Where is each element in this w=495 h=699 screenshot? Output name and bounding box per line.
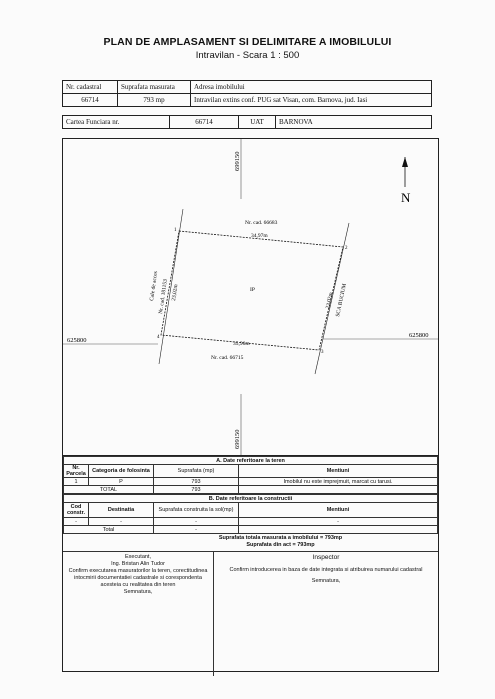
executant-signature: Semnatura,: [123, 589, 153, 595]
inspector-text: Confirm introducerea in baza de date integrata si atribuirea numarului cadastral: [229, 567, 423, 573]
coord-bottom-label: 699150: [234, 429, 241, 449]
carte-funciara-table: [62, 115, 432, 129]
vertex-1: 1: [174, 228, 177, 233]
section-b-suprafata: -: [154, 518, 239, 526]
section-a-total-label: TOTAL: [64, 486, 154, 494]
section-b-header-suprafata: Suprafata construita la sol(mp): [154, 503, 239, 518]
section-a-total-value: 793: [154, 486, 239, 494]
site-plan-drawing: [63, 139, 438, 456]
section-a-header-suprafata: Suprafata (mp): [154, 465, 239, 478]
section-b-title: B. Date referitoare la constructii: [64, 495, 438, 503]
section-b-header-cod: Cod constr.: [64, 503, 89, 518]
parcel-label: IP: [250, 287, 255, 293]
section-a-header-mentiuni: Mentiuni: [239, 465, 438, 478]
vertex-3: 3: [321, 350, 324, 355]
vertex-2: 2: [345, 246, 348, 251]
section-b-table: [63, 494, 438, 534]
section-b-total-value: -: [154, 526, 239, 534]
section-a-categoria: P: [89, 478, 154, 486]
west-label-cadastral: Nr. cad. 181153: [158, 278, 169, 315]
section-a-title: A. Date referitoare la teren: [64, 457, 438, 465]
section-a-suprafata: 793: [154, 478, 239, 486]
dim-top: 34,97m: [251, 233, 268, 239]
executant-name: Ing. Bristan Alin Tudor: [111, 561, 165, 567]
inspector-title: Inspector: [312, 554, 340, 561]
signature-area: [63, 551, 438, 676]
uat-label: UAT: [239, 116, 276, 129]
coord-right-label: 625800: [409, 332, 429, 339]
section-b-total-empty: [239, 526, 438, 534]
executant-text-1: Confirm executarea masuratorilor la teren, corectitudinea: [68, 568, 208, 574]
header-suprafata: Suprafata masurata: [118, 81, 191, 94]
executant-text-2: intocmirii documentatiei cadastrale si corespondenta: [74, 575, 202, 581]
north-label: N: [401, 190, 411, 205]
executant-block: [63, 552, 214, 676]
value-adresa: Intravilan extins conf. PUG sat Visan, com. Barnova, jud. Iasi: [191, 94, 432, 107]
section-a-table: [63, 456, 438, 494]
inspector-block: [214, 552, 438, 676]
inspector-signature: Semnatura,: [311, 578, 341, 584]
carte-label: Cartea Funciara nr.: [63, 116, 170, 129]
section-a-header-parcela: Nr. Parcela: [64, 465, 89, 478]
executant-title: Executant,: [125, 554, 151, 560]
section-b-header-destinatia: Destinatia: [89, 503, 154, 518]
section-b-destinatia: -: [89, 518, 154, 526]
dim-bottom: 35,96m: [233, 341, 250, 347]
header-adresa: Adresa imobilului: [191, 81, 432, 94]
value-nr-cadastral: 66714: [63, 94, 118, 107]
section-a-mentiuni: Imobilul nu este imprejmuit, marcat cu tarusi.: [239, 478, 438, 486]
north-arrow-head: [402, 157, 408, 167]
dim-left: 23,02m: [171, 283, 180, 302]
neighbor-north: Nr. cad. 66683: [245, 220, 278, 226]
section-b-total-label: Total: [64, 526, 154, 534]
summary-act: Suprafata din act = 793mp: [246, 542, 315, 548]
site-plan: [62, 138, 439, 457]
section-a-total-empty: [239, 486, 438, 494]
data-tables: [62, 455, 439, 672]
east-label-street: SCA BUCIUM: [335, 283, 348, 318]
section-a-parcela: 1: [64, 478, 89, 486]
summary-total: Suprafata totala masurata a imobilului = 793mp: [218, 535, 343, 541]
header-nr-cadastral: Nr. cadastral: [63, 81, 118, 94]
value-suprafata: 793 mp: [118, 94, 191, 107]
property-table: [62, 80, 432, 107]
section-a-header-categoria: Categoria de folosinta: [89, 465, 154, 478]
carte-number: 66714: [170, 116, 239, 129]
west-label-access: Cale de acces: [149, 270, 160, 302]
document-subtitle: Intravilan - Scara 1 : 500: [195, 50, 300, 61]
document-title: PLAN DE AMPLASAMENT SI DELIMITARE A IMOBILULUI: [103, 36, 392, 48]
neighbor-south: Nr. cad. 66715: [211, 355, 244, 361]
section-b-header-mentiuni: Mentiuni: [239, 503, 438, 518]
dim-right: 23,02m: [325, 291, 335, 310]
vertex-4: 4: [157, 335, 160, 340]
section-b-mentiuni: -: [239, 518, 438, 526]
executant-text-3: acesteia cu realitatea din teren: [100, 582, 176, 588]
coord-top-label: 699150: [234, 151, 241, 171]
section-b-cod: -: [64, 518, 89, 526]
uat-value: BARNOVA: [276, 116, 432, 129]
coord-left-label: 625800: [67, 337, 87, 344]
